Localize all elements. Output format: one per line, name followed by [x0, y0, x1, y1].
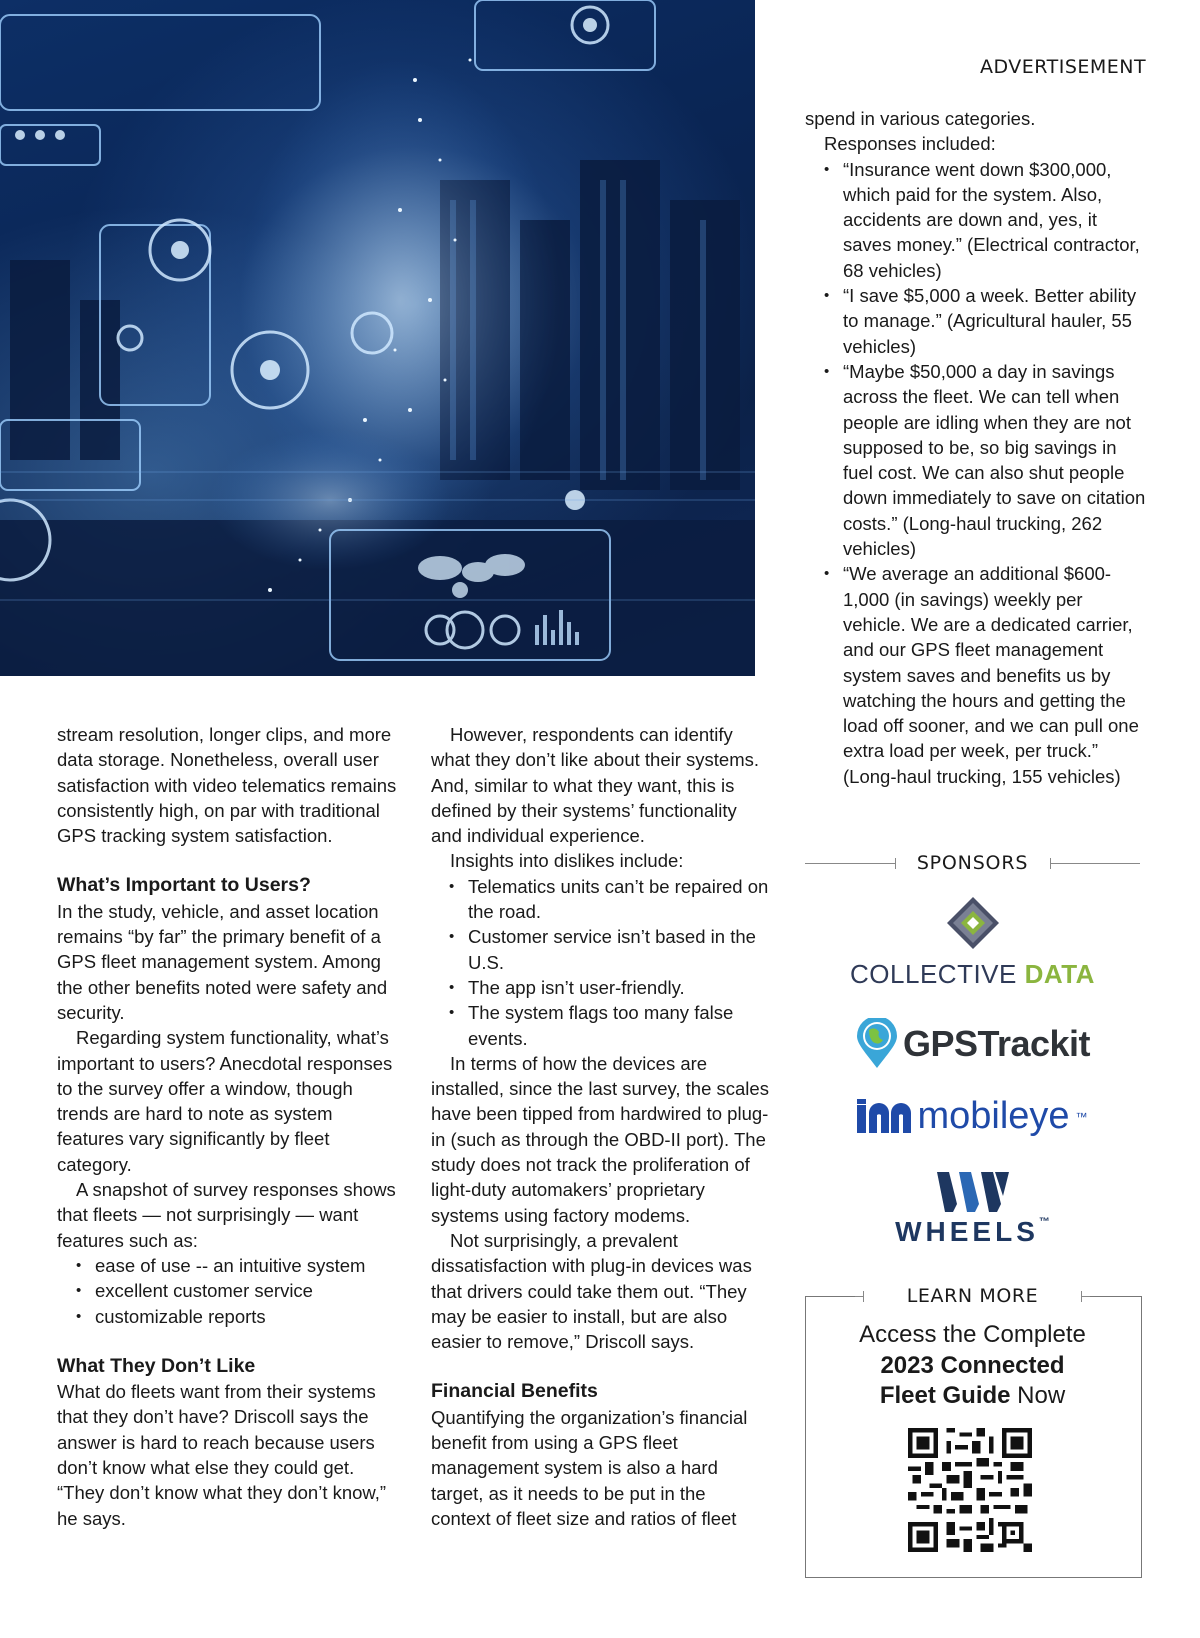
- list-item: • Customer service isn’t based in the U.S.: [431, 924, 769, 975]
- learn-more-line3-rest: Now: [1010, 1382, 1066, 1409]
- list-item: • The app isn’t user-friendly.: [431, 975, 769, 1000]
- left-column: [57, 722, 397, 1531]
- list-item: • excellent customer service: [57, 1278, 397, 1303]
- learn-more-text: [805, 1320, 1140, 1412]
- list-item: • customizable reports: [57, 1304, 397, 1329]
- list-item: • “Insurance went down $300,000, which paid for the system. Also, accidents are down and, yes, it saves money.” (Electrical contractor, 68 vehicles): [805, 157, 1150, 283]
- paragraph: Responses included:: [824, 133, 996, 155]
- paragraph: However, respondents can identify what they don’t like about their systems. And, similar to what they want, this is defined by their systems’ functionality and individual experience.: [431, 724, 760, 847]
- paragraph: Regarding system functionality, what’s important to users? Anecdotal responses to the survey offer a window, though trends are hard to note as system features vary significantly by fleet category.: [57, 1027, 393, 1175]
- wheels-text: WHEELS: [895, 1216, 1039, 1247]
- trademark: ™: [1038, 1216, 1050, 1228]
- section-heading: What’s Important to Users?: [57, 874, 311, 897]
- learn-more-header: [855, 1285, 1090, 1307]
- gps-trackit-logo[interactable]: [805, 1018, 1140, 1075]
- wheels-logo[interactable]: [805, 1170, 1140, 1248]
- mobileye-logo[interactable]: [805, 1095, 1140, 1140]
- list-item: • The system flags too many false events.: [431, 1000, 769, 1051]
- learn-more-line1: Access the Complete: [859, 1321, 1086, 1348]
- paragraph: In terms of how the devices are installed, since the last survey, the scales have been tipped from hardwired to plug-in (such as through the OBD-II port). The study does not track the proliferation of light-duty automakers’ proprietary systems using factory modems.: [431, 1052, 769, 1226]
- list-item: • ease of use -- an intuitive system: [57, 1253, 397, 1278]
- mobileye-m-icon: [857, 1099, 911, 1135]
- right-column: [805, 106, 1150, 789]
- paragraph: Quantifying the organization’s financial benefit from using a GPS fleet management system is also a hard target, as it needs to be put in the context of fleet size and ratios of fleet: [431, 1406, 748, 1529]
- section-heading: What They Don’t Like: [57, 1354, 256, 1377]
- list-item: • “I save $5,000 a week. Better ability to manage.” (Agricultural hauler, 55 vehicles): [805, 283, 1150, 359]
- paragraph: stream resolution, longer clips, and more data storage. Nonetheless, overall user satisfaction with video telematics remains consistently high, on par with traditional GPS tracking system satisfaction.: [57, 724, 397, 847]
- list-item: • “We average an additional $600-1,000 (in savings) weekly per vehicle. We are a dedicated carrier, and our GPS fleet management system saves and benefits us by watching the hours and getting the load off sooner, and we can pull one extra load per week, per truck.” (Long-haul trucking, 155 vehicles): [805, 561, 1150, 789]
- section-heading: Financial Benefits: [431, 1380, 598, 1403]
- list-item: • Telematics units can’t be repaired on the road.: [431, 874, 769, 925]
- mobileye-text: mobileye: [917, 1095, 1070, 1137]
- list-item: • “Maybe $50,000 a day in savings across the fleet. We can tell when people are idling when they are not supposed to be, so big savings in fuel cost. We can also shut people down immediately to save on citation costs.” (Long-haul trucking, 262 vehicles): [805, 359, 1150, 561]
- sponsors-header: [805, 852, 1140, 872]
- paragraph: Not surprisingly, a prevalent dissatisfaction with plug-in devices was that drivers could take them out. “They may be easier to install, but are also easier to remove,” Driscoll says.: [431, 1229, 752, 1353]
- paragraph: In the study, vehicle, and asset location remains “by far” the primary benefit of a GPS fleet management system. Among the other benefits noted were safety and security.: [57, 900, 388, 1023]
- hero-image: [0, 0, 755, 676]
- middle-column: [431, 722, 769, 1531]
- city-network-illustration-icon: [0, 0, 755, 676]
- paragraph: A snapshot of survey responses shows that fleets — not surprisingly — want features such as:: [57, 1179, 396, 1251]
- sponsors-title: SPONSORS: [916, 852, 1029, 874]
- paragraph: spend in various categories.: [805, 108, 1036, 129]
- learn-more-line2: 2023 Connected: [880, 1351, 1065, 1379]
- collective-data-accent: DATA: [1024, 959, 1095, 989]
- paragraph: What do fleets want from their systems that they don’t have? Driscoll says the answer is hard to reach because users don’t know what else they could get. “They don’t know what they don’t know,” he says.: [57, 1381, 387, 1529]
- collective-data-logo[interactable]: [805, 895, 1140, 990]
- paragraph: Insights into dislikes include:: [450, 850, 684, 872]
- learn-more-line3-bold: Fleet Guide: [879, 1382, 1011, 1409]
- qr-code-icon[interactable]: [908, 1428, 1032, 1552]
- feature-list: [57, 1253, 397, 1329]
- globe-pin-icon: [855, 1018, 899, 1070]
- collective-data-diamond-icon: [945, 895, 1001, 951]
- advertisement-label: ADVERTISEMENT: [980, 56, 1147, 78]
- responses-list: [805, 157, 1150, 789]
- gps-trackit-text: GPSTrackit: [902, 1023, 1091, 1064]
- collective-data-text: COLLECTIVE: [850, 959, 1025, 989]
- trademark: ™: [1075, 1109, 1088, 1124]
- wheels-w-icon: [935, 1170, 1011, 1214]
- learn-more-title: LEARN MORE: [906, 1285, 1039, 1307]
- dislikes-list: [431, 874, 769, 1051]
